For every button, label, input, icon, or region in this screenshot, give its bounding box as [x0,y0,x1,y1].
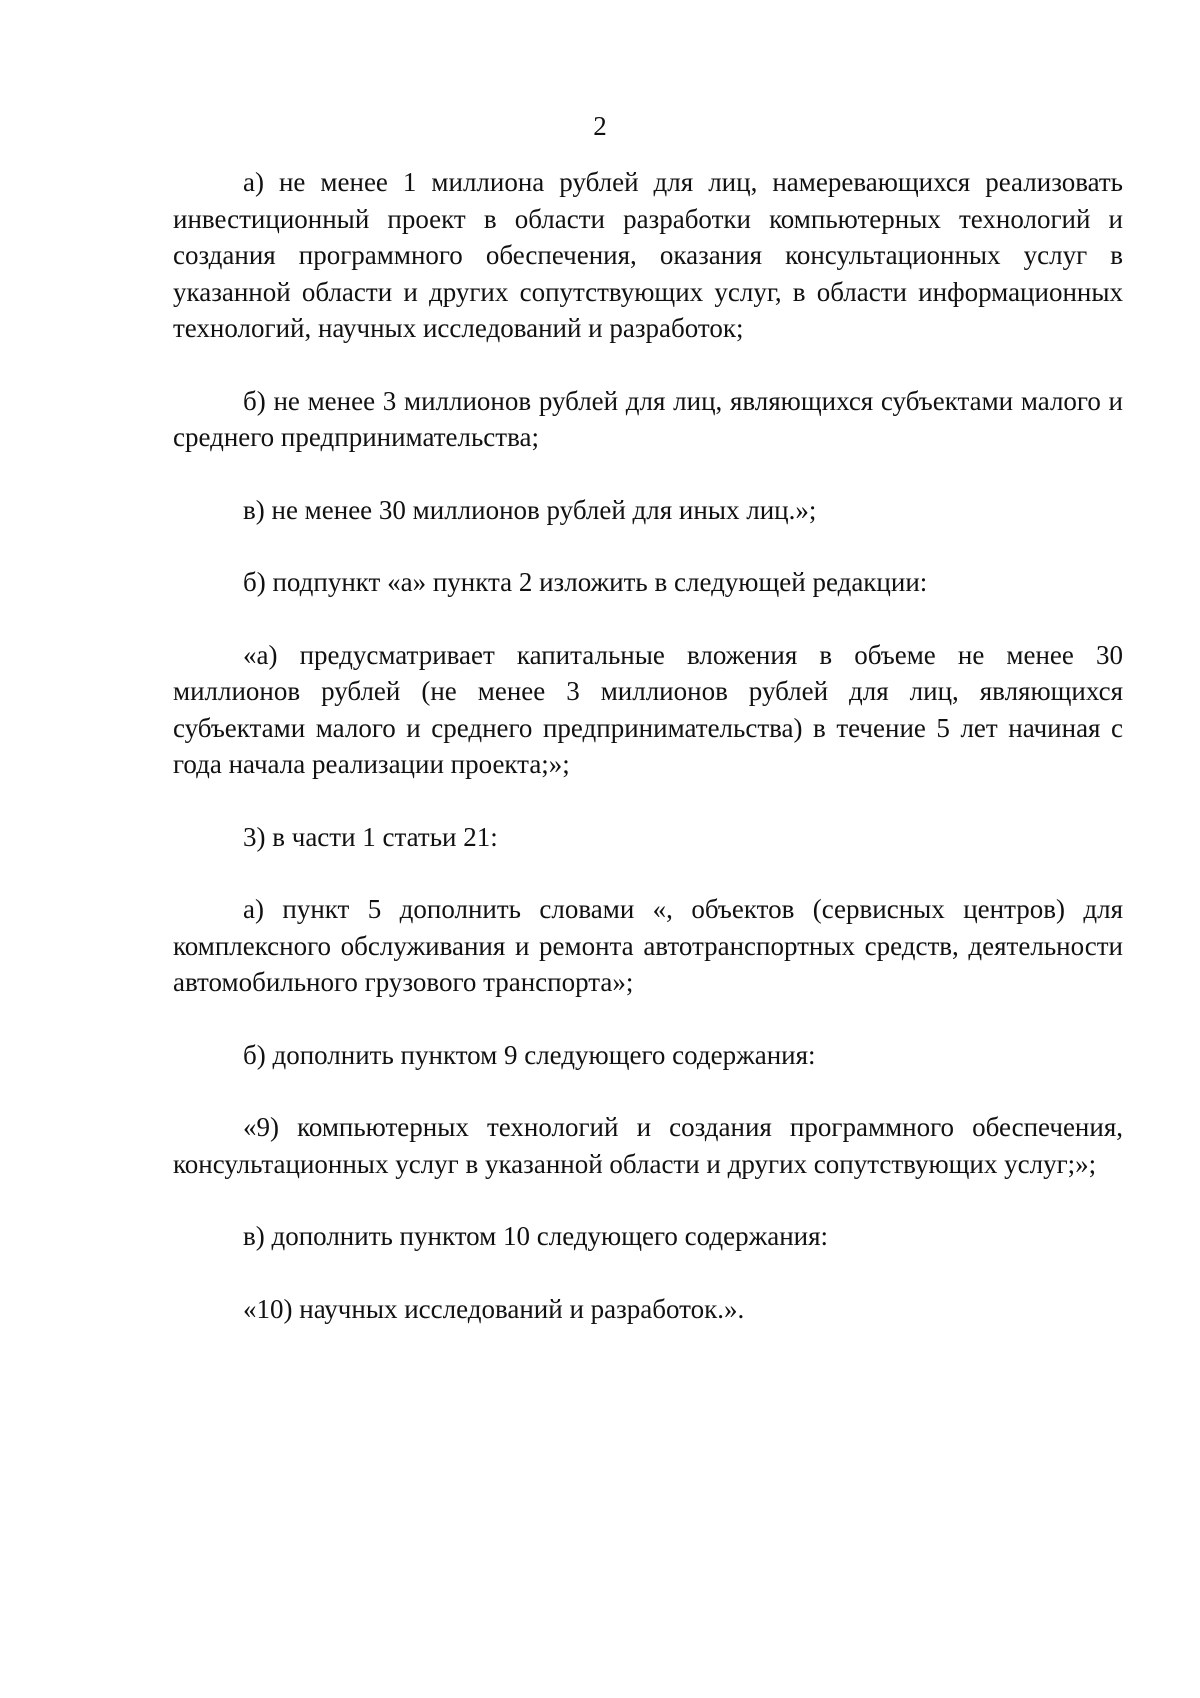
document-body [173,164,1123,1363]
paragraph-a-point-5: а) пункт 5 дополнить словами «, объектов (сервисных центров) для комплексного обслуживания и ремонта автотранспортных средств, деятельности автомобильного грузового транспорта»; [173,894,1123,997]
paragraph-3-article-21: 3) в части 1 статьи 21: [243,821,498,852]
paragraph-a-1-million: а) не менее 1 миллиона рублей для лиц, намеревающихся реализовать инвестиционный проект в области разработки компьютерных технологий и создания программного обеспечения, оказания консультационных услуг в указанной области и других сопутствующих услуг, в области информационных технологий, научных исследований и разработок; [173,167,1123,343]
paragraph-b-point-9: б) дополнить пунктом 9 следующего содержания: [243,1039,816,1070]
page-number: 2 [593,111,607,141]
paragraph-quote-9: «9) компьютерных технологий и создания программного обеспечения, консультационных услуг в указанной области и других сопутствующих услуг;»; [173,1112,1123,1179]
paragraph-quote-10: «10) научных исследований и разработок.». [243,1293,745,1324]
paragraph-b-3-million: б) не менее 3 миллионов рублей для лиц, являющихся субъектами малого и среднего предпринимательства; [173,385,1123,452]
paragraph-v-30-million: в) не менее 30 миллионов рублей для иных лиц.»; [243,494,817,525]
paragraph-v-point-10: в) дополнить пунктом 10 следующего содержания: [243,1221,829,1251]
paragraph-quote-a-capital-investment: «а) предусматривает капитальные вложения в объеме не менее 30 миллионов рублей (не менее 3 миллионов рублей для лиц, являющихся субъектами малого и среднего предпринимательства) в течение 5 лет начиная с года начала реализации проекта;»; [173,639,1123,779]
paragraph-b-subpoint-a: б) подпункт «а» пункта 2 изложить в следующей редакции: [243,567,928,597]
